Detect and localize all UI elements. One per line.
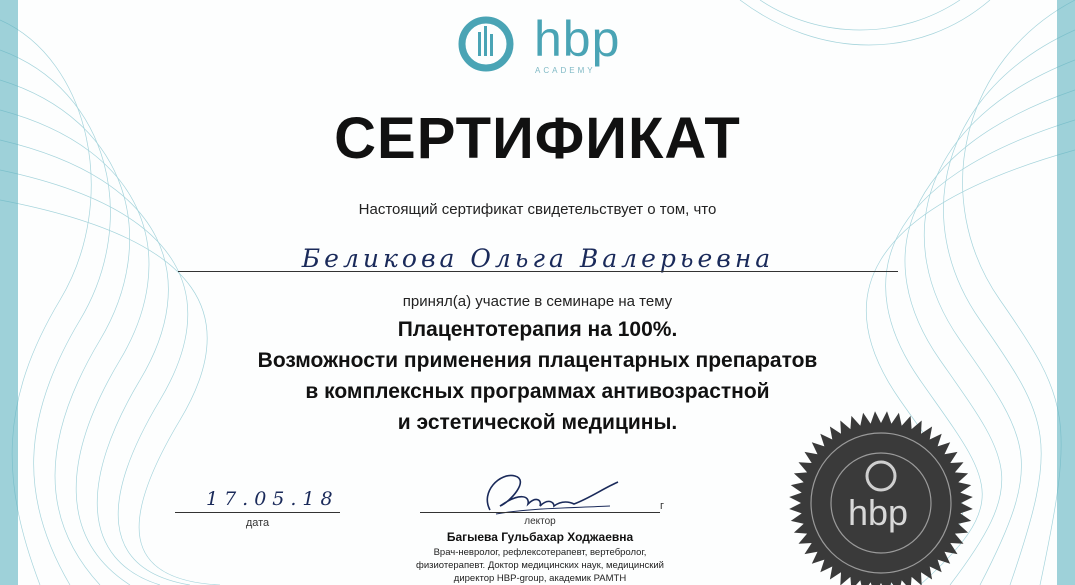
certificate-title: СЕРТИФИКАТ bbox=[334, 106, 741, 171]
lecturer-name: Багыева Гульбахар Ходжаевна bbox=[446, 530, 634, 544]
recipient-name: Беликова Ольга Валерьевна bbox=[301, 244, 775, 273]
lecturer-desc-line: Врач-невролог, рефлексотерапевт, вертебролог, bbox=[433, 547, 647, 558]
lecturer-label: лектор bbox=[524, 516, 556, 527]
topic-line: Плацентотерапия на 100%. bbox=[397, 318, 678, 341]
lecturer-desc-line: физиотерапевт. Доктор медицинских наук, медицинский bbox=[416, 560, 664, 571]
logo-subtitle: ACADEMY bbox=[535, 66, 596, 75]
signature-underline bbox=[420, 512, 660, 513]
recipient-underline bbox=[178, 271, 898, 272]
seal-brand: hbp bbox=[848, 492, 909, 533]
topic-line: и эстетической медицины. bbox=[397, 411, 678, 434]
logo-brand: hbp bbox=[534, 11, 621, 67]
topic-line: Возможности применения плацентарных препаратов bbox=[257, 349, 818, 372]
lecturer-desc-line: директор HBP-group, академик РАМТН bbox=[453, 573, 627, 584]
participation-text: принял(а) участие в семинаре на тему bbox=[402, 293, 673, 310]
lecturer-description bbox=[380, 546, 700, 585]
signature-mark: г bbox=[660, 500, 665, 512]
date-label: дата bbox=[245, 517, 270, 529]
topic-line: в комплексных программах антивозрастной bbox=[305, 380, 770, 403]
date-underline bbox=[175, 512, 340, 513]
intro-text: Настоящий сертификат свидетельствует о том, что bbox=[358, 201, 717, 218]
signature-icon bbox=[470, 462, 620, 522]
date-value: 17.05.18 bbox=[206, 488, 339, 510]
